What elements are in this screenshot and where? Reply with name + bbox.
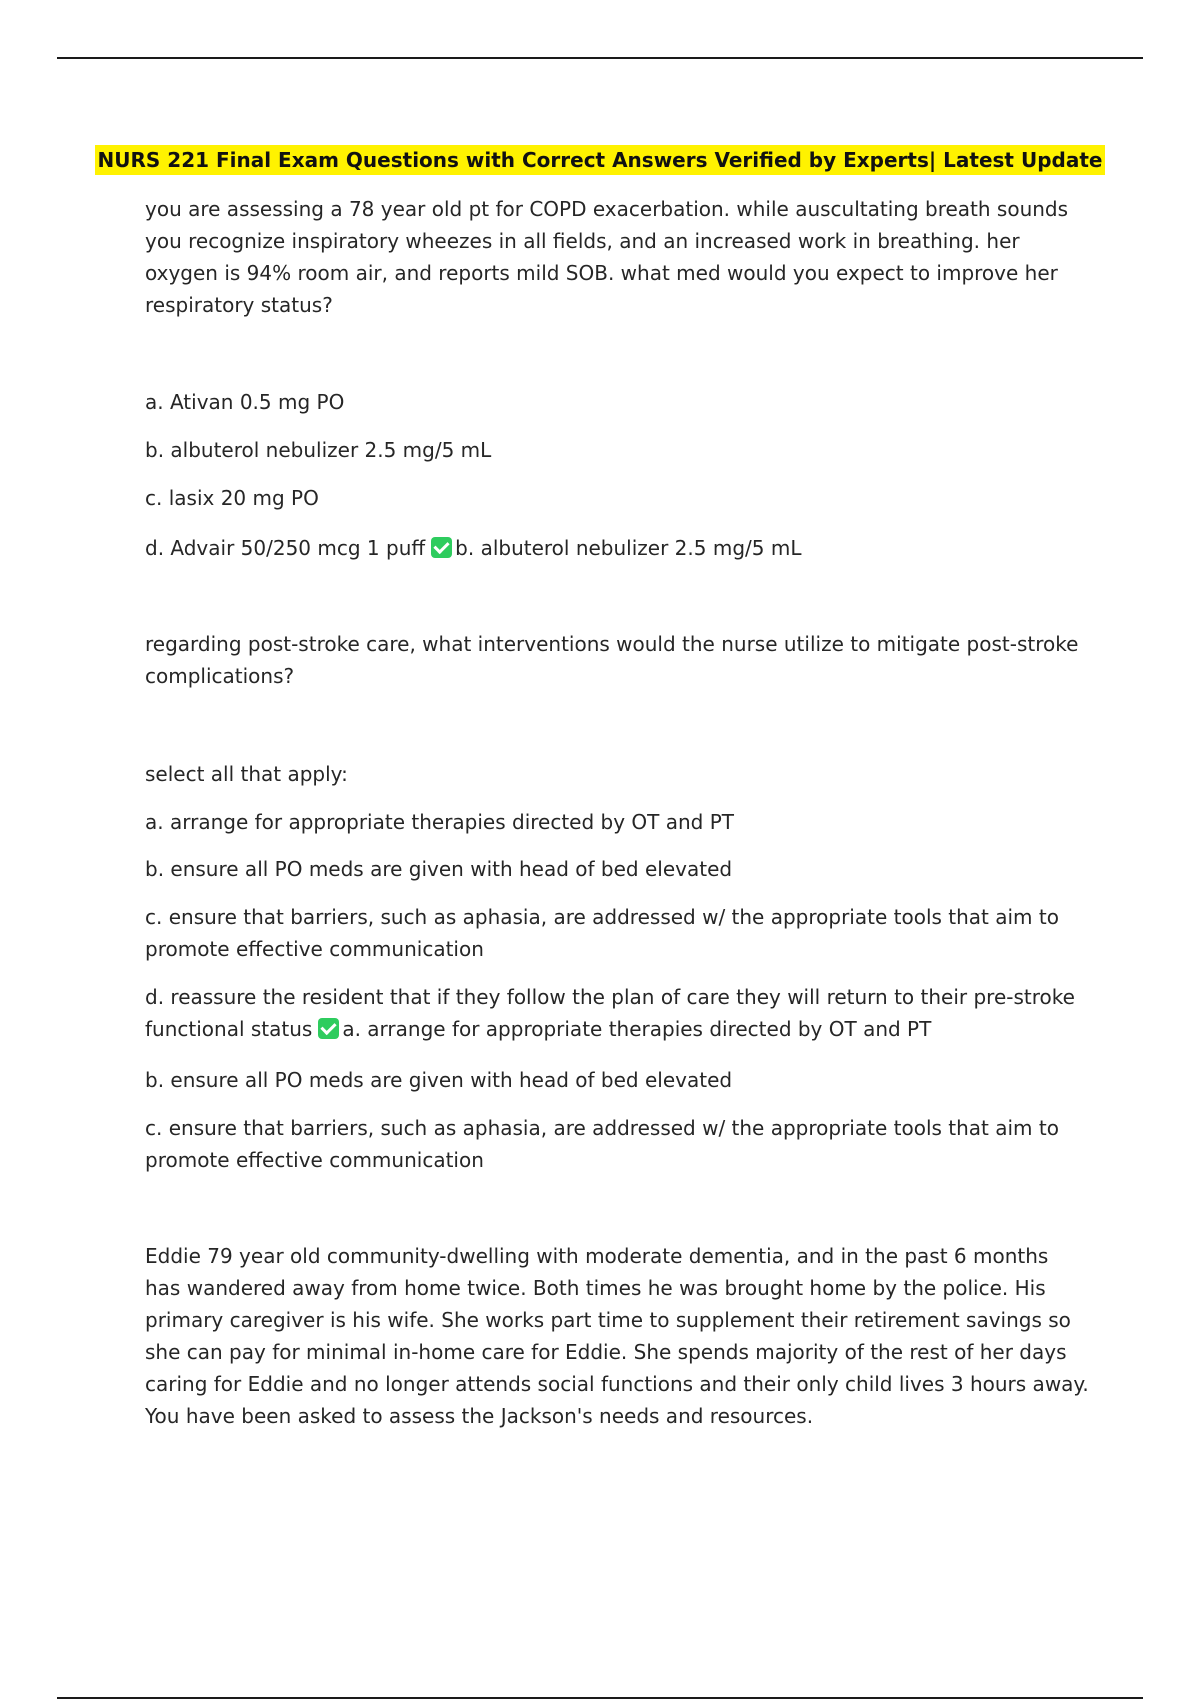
q3-question: Eddie 79 year old community-dwelling with moderate dementia, and in the past 6 months has wandered away from home twice. Both times he was brought home by the police. His primary caregiver is his wife. She works part time to supplement their retirement savings so she can pay for minimal in-home care for Eddie. She spends majority of the rest of her days caring for Eddie and no longer attends social functions and their only child lives 3 hours away. You have been asked to assess the Jackson's needs and resources. <box>145 1244 1089 1428</box>
q1-option-d-with-answer <box>145 532 1090 564</box>
q2-option-a: a. arrange for appropriate therapies directed by OT and PT <box>145 810 735 834</box>
q1-option-b: b. albuterol nebulizer 2.5 mg/5 mL <box>145 438 492 462</box>
q2-option-b: b. ensure all PO meds are given with head of bed elevated <box>145 857 733 881</box>
q2-instruction: select all that apply: <box>145 762 348 786</box>
q1-option-d: d. Advair 50/250 mcg 1 puff <box>145 536 426 560</box>
q2-question: regarding post-stroke care, what interventions would the nurse utilize to mitigate post-stroke complications? <box>145 632 1079 688</box>
q1-option-a: a. Ativan 0.5 mg PO <box>145 390 345 414</box>
q1-answer: b. albuterol nebulizer 2.5 mg/5 mL <box>455 536 802 560</box>
q2-option-c: c. ensure that barriers, such as aphasia, are addressed w/ the appropriate tools that aim to promote effective communication <box>145 905 1059 961</box>
q2-option-d: d. reassure the resident that if they follow the plan of care they will return to their pre-stroke functional status <box>145 985 1075 1041</box>
q1-option-c: c. lasix 20 mg PO <box>145 486 319 510</box>
document-title: NURS 221 Final Exam Questions with Correct Answers Verified by Experts| Latest Update <box>95 145 1106 175</box>
q2-answer-a: a. arrange for appropriate therapies directed by OT and PT <box>342 1017 932 1041</box>
q2-answer-c: c. ensure that barriers, such as aphasia, are addressed w/ the appropriate tools that aim to promote effective communication <box>145 1116 1059 1172</box>
q1-question: you are assessing a 78 year old pt for COPD exacerbation. while auscultating breath sounds you recognize inspiratory wheezes in all fields, and an increased work in breathing. her oxygen is 94% room air, and reports mild SOB. what med would you expect to improve her respiratory status? <box>145 197 1069 317</box>
q2-answer-b: b. ensure all PO meds are given with head of bed elevated <box>145 1068 733 1092</box>
footer-rule <box>57 1697 1143 1699</box>
check-icon <box>318 1018 339 1039</box>
check-icon <box>431 537 452 558</box>
q2-option-d-with-answer <box>145 981 1090 1045</box>
